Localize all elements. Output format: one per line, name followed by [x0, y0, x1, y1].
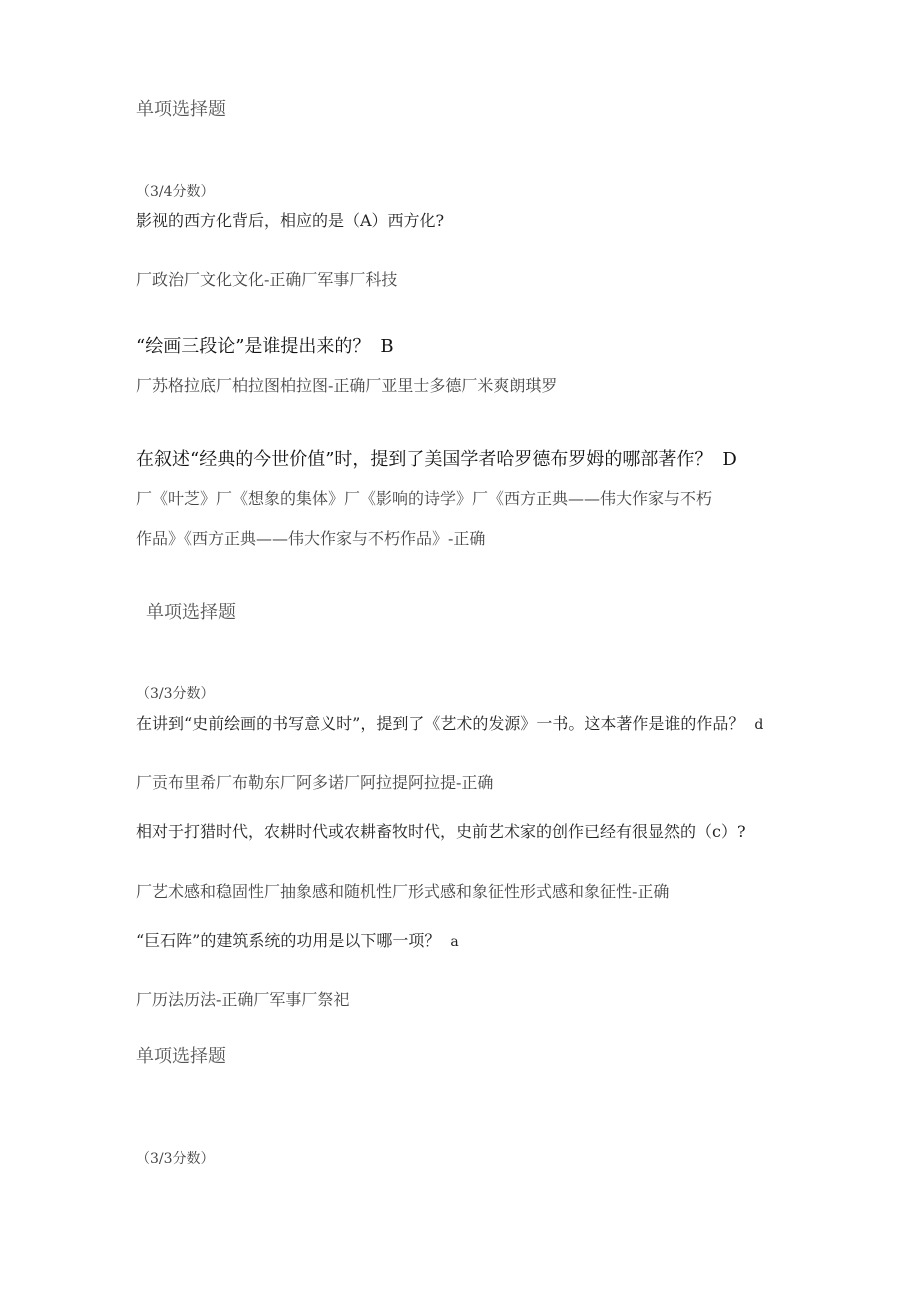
options-text-continued: 作品》《西方正典——伟大作家与不朽作品》-正确 — [136, 529, 486, 548]
question-text: “绘画三段论”是谁提出来的？ — [136, 336, 371, 357]
question-line — [136, 716, 763, 732]
question-text: 影视的西方化背后，相应的是（A）西方化? — [136, 211, 445, 230]
question-text: “巨石阵”的建筑系统的功用是以下哪一项？ — [136, 931, 441, 950]
options-text: 厂政治厂文化文化-正确厂军事厂科技 — [136, 270, 398, 289]
options-text: 厂艺术感和稳固性厂抽象感和随机性厂形式感和象征性形式感和象征性-正确 — [136, 882, 670, 901]
question-line — [136, 338, 394, 356]
question-text: 在叙述“经典的今世价值”时，提到了美国学者哈罗德布罗姆的哪部著作？ — [136, 449, 713, 470]
options-text: 厂贡布里希厂布勒东厂阿多诺厂阿拉提阿拉提-正确 — [136, 773, 494, 792]
score-label: （3/4分数） — [136, 184, 215, 200]
score-label: （3/3分数） — [136, 1151, 215, 1167]
question-text: 相对于打猎时代，农耕时代或农耕畜牧时代，史前艺术家的创作已经有很显然的（c）? — [136, 822, 746, 841]
section-heading: 单项选择题 — [146, 602, 236, 623]
answer-letter: D — [722, 449, 737, 470]
answer-letter: B — [380, 336, 394, 357]
options-text: 厂苏格拉底厂柏拉图柏拉图-正确厂亚里士多德厂米爽朗琪罗 — [136, 376, 558, 395]
options-text: 厂历法历法-正确厂军事厂祭祀 — [136, 990, 350, 1009]
question-text: 在讲到“史前绘画的书写意义时”，提到了《艺术的发源》一书。这本著作是谁的作品？ — [136, 714, 745, 733]
answer-letter: d — [754, 717, 764, 733]
question-line — [136, 451, 737, 469]
answer-letter: a — [450, 934, 459, 950]
score-label: （3/3分数） — [136, 686, 215, 702]
question-line — [136, 933, 459, 949]
section-heading: 单项选择题 — [136, 1046, 226, 1067]
options-text: 厂《叶芝》厂《想象的集体》厂《影响的诗学》厂《西方正典——伟大作家与不朽 — [136, 489, 713, 508]
section-heading: 单项选择题 — [136, 99, 226, 120]
